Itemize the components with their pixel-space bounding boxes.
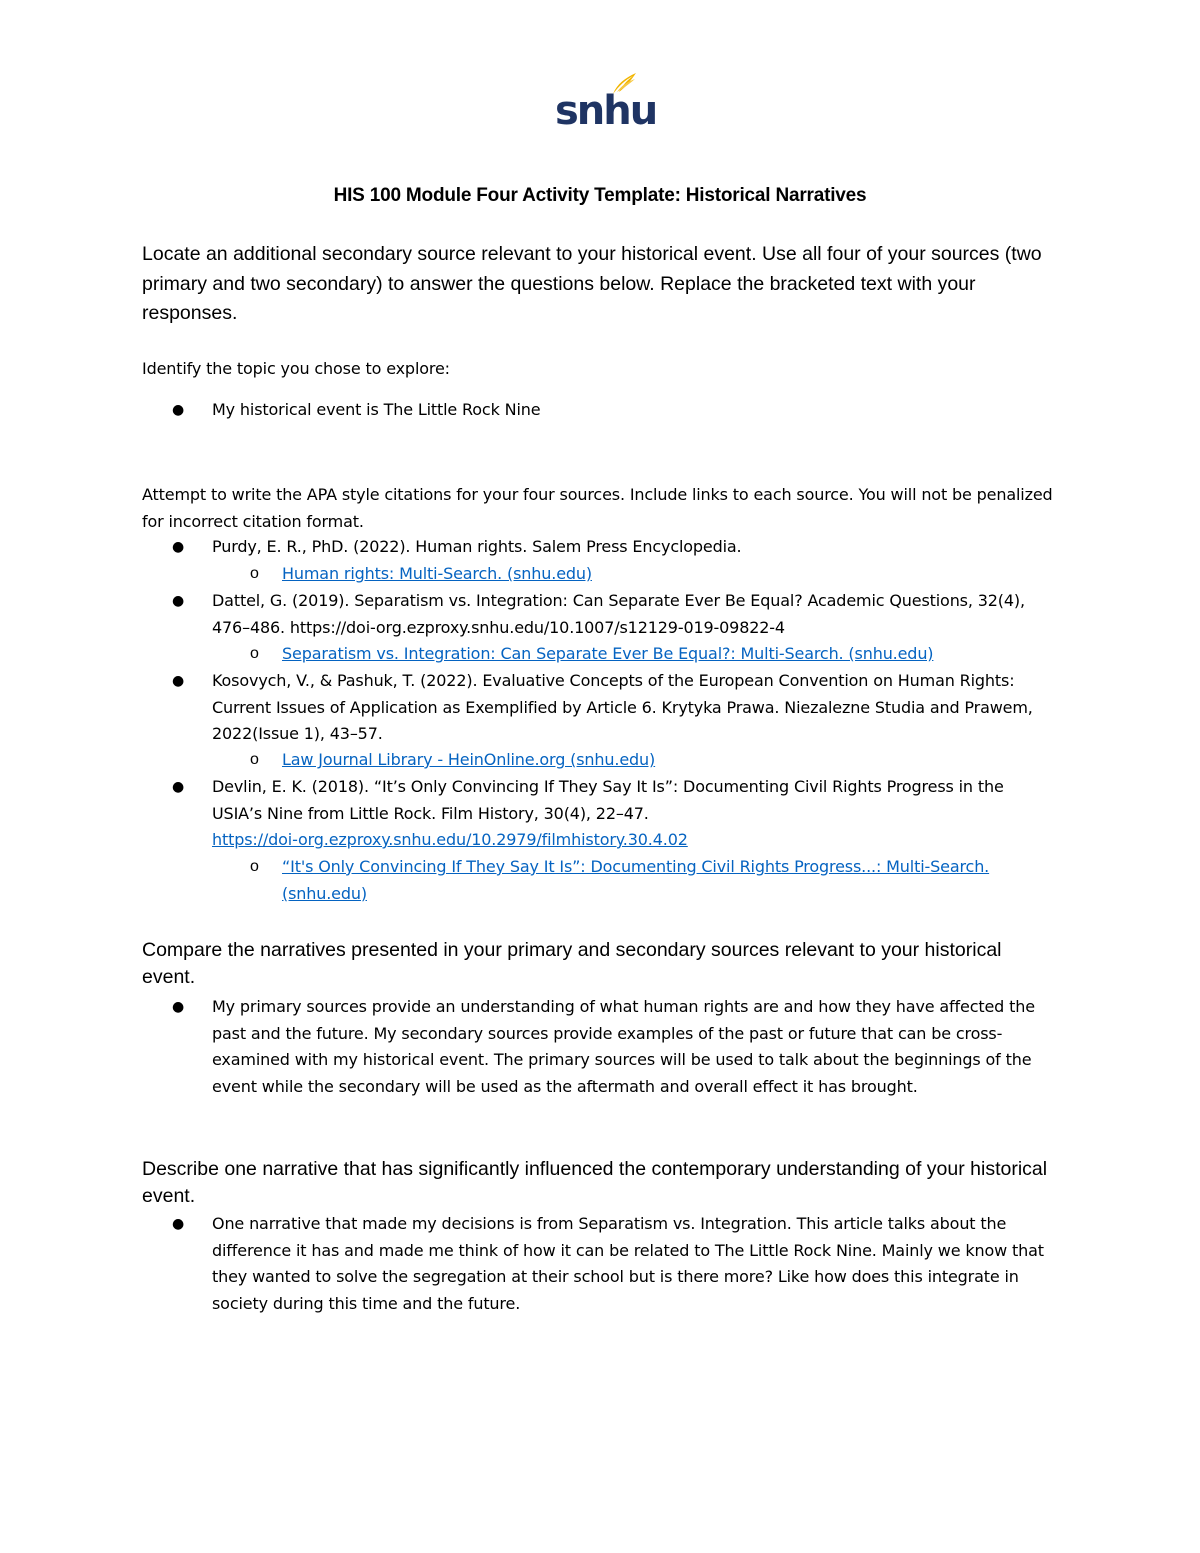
document-title: HIS 100 Module Four Activity Template: Historical Narratives	[333, 185, 867, 206]
citation-link[interactable]: Law Journal Library - HeinOnline.org (snhu.edu)	[282, 750, 656, 769]
describe-heading: Describe one narrative that has significantly influenced the contemporary understanding of your historical event.	[142, 1158, 1048, 1207]
bullet-icon: ●	[172, 673, 185, 689]
sub-bullet-icon: o	[250, 645, 259, 662]
sub-bullet-icon: o	[250, 751, 259, 768]
intro-paragraph: Locate an additional secondary source relevant to your historical event. Use all four of your sources (two primary and two secondary) to answer the questions below. Replace the bracketed text with your responses.	[142, 243, 1042, 324]
sub-bullet-icon: o	[250, 565, 259, 582]
citations-prompt: Attempt to write the APA style citations for your four sources. Include links to each source. You will not be penalized for incorrect citation format.	[142, 485, 1053, 531]
citation-link[interactable]: Human rights: Multi-Search. (snhu.edu)	[282, 564, 592, 583]
citation-link[interactable]: Separatism vs. Integration: Can Separate Ever Be Equal?: Multi-Search. (snhu.edu)	[282, 644, 934, 663]
citation-text: Purdy, E. R., PhD. (2022). Human rights. Salem Press Encyclopedia.	[212, 537, 742, 556]
bullet-icon: ●	[172, 1216, 185, 1232]
citation-text: Devlin, E. K. (2018). “It’s Only Convincing If They Say It Is”: Documenting Civil Rights Progress in the USIA’s Nine from Little Rock. Film History, 30(4), 22–47.	[212, 777, 1004, 823]
citation-link[interactable]: “It's Only Convincing If They Say It Is”: Documenting Civil Rights Progress...: Multi-Search. (snhu.edu)	[282, 857, 990, 903]
logo-wordmark: snhu	[555, 88, 657, 134]
bullet-icon: ●	[172, 539, 185, 555]
citation-text: Kosovych, V., & Pashuk, T. (2022). Evaluative Concepts of the European Convention on Human Rights: Current Issues of Application as Exemplified by Article 6. Krytyka Prawa. Niezalezne Studia and Prawem, 2022(Issue 1), 43–57.	[212, 671, 1033, 743]
compare-answer: My primary sources provide an understanding of what human rights are and how they have affected the past and the future. My secondary sources provide examples of the past or future that can be cross-examined with my historical event. The primary sources will be used to talk about the beginnings of the event while the secondary will be used as the aftermath and overall effect it has brought.	[212, 997, 1035, 1096]
sub-bullet-icon: o	[250, 858, 259, 875]
bullet-icon: ●	[172, 593, 185, 609]
bullet-icon: ●	[172, 779, 185, 795]
topic-prompt: Identify the topic you chose to explore:	[142, 359, 450, 378]
describe-answer: One narrative that made my decisions is from Separatism vs. Integration. This article talks about the difference it has and made me think of how it can be related to The Little Rock Nine. Mainly we know that they wanted to solve the segregation at their school but is there more? Like how does this integrate in society during this time and the future.	[212, 1214, 1044, 1313]
citation-doi-link[interactable]: https://doi-org.ezproxy.snhu.edu/10.2979/filmhistory.30.4.02	[212, 830, 688, 849]
compare-heading: Compare the narratives presented in your primary and secondary sources relevant to your historical event.	[142, 939, 1002, 988]
snhu-logo	[553, 72, 657, 134]
citation-text: Dattel, G. (2019). Separatism vs. Integration: Can Separate Ever Be Equal? Academic Questions, 32(4), 476–486. https://doi-org.ezproxy.snhu.edu/10.1007/s12129-019-09822-4	[212, 591, 1025, 637]
bullet-icon: ●	[172, 402, 185, 418]
topic-answer: My historical event is The Little Rock Nine	[212, 400, 541, 419]
bullet-icon: ●	[172, 999, 185, 1015]
